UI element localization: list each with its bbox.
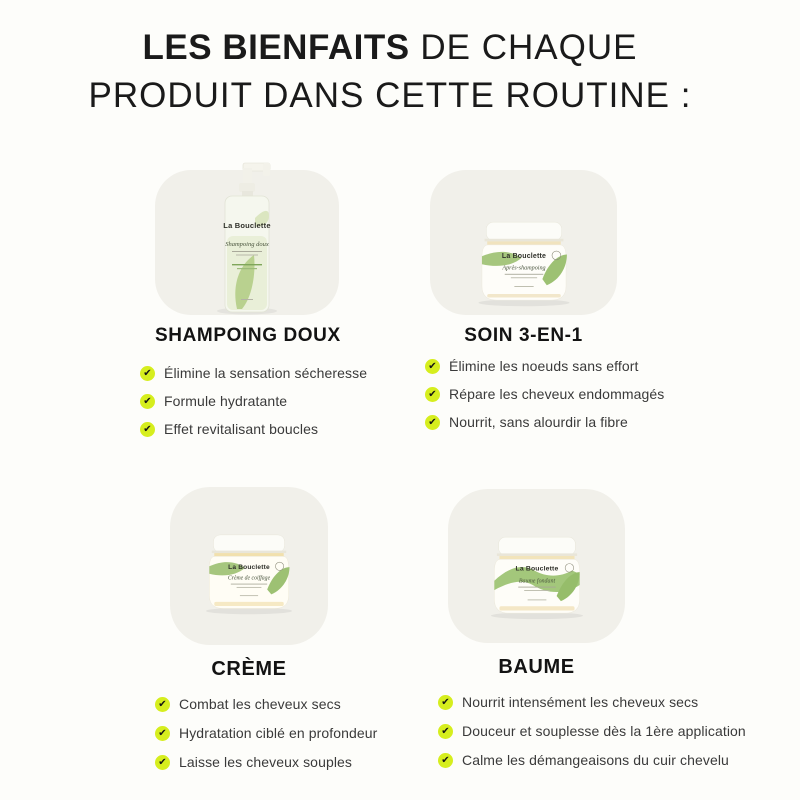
benefit-text: Douceur et souplesse dès la 1ère application	[462, 723, 746, 739]
product-title-shampoing-doux: SHAMPOING DOUX	[155, 325, 341, 346]
check-icon: ✔	[140, 394, 155, 409]
benefit-text: Laisse les cheveux souples	[179, 754, 353, 770]
benefit-text: Formule hydratante	[164, 393, 288, 409]
check-icon: ✔	[155, 697, 170, 712]
benefit-text: Élimine la sensation sécheresse	[164, 365, 368, 381]
benefit-list-shampoing-doux	[115, 365, 400, 437]
benefit-list-soin-3-en-1	[415, 358, 745, 430]
benefit-list-creme	[115, 696, 415, 770]
benefit-item	[155, 754, 415, 770]
benefit-text: Effet revitalisant boucles	[164, 421, 319, 437]
script-label-text: Après-shampoing	[501, 265, 546, 272]
check-icon: ✔	[155, 726, 170, 741]
shampoo-bottle-image	[197, 158, 297, 318]
product-section-soin-3-en-1	[415, 160, 745, 430]
benefit-text: Nourrit, sans alourdir la fibre	[449, 414, 628, 430]
check-icon: ✔	[425, 359, 440, 374]
jar-lid	[213, 535, 284, 552]
benefit-item	[425, 358, 745, 374]
script-label-text: Crème de coiffage	[227, 575, 271, 582]
benefit-item	[140, 421, 400, 437]
product-title-creme: CRÈME	[211, 658, 287, 680]
brand-text: La Bouclette	[515, 565, 558, 573]
product-section-creme	[115, 478, 415, 770]
jar-lid	[486, 222, 561, 240]
benefit-item	[425, 414, 745, 430]
check-icon: ✔	[438, 753, 453, 768]
benefit-item	[425, 386, 745, 402]
page-title-emphasis: LES BIENFAITS	[142, 28, 410, 67]
benefit-item	[140, 365, 400, 381]
benefit-text: Nourrit intensément les cheveux secs	[462, 694, 699, 710]
benefit-item	[155, 696, 415, 712]
product-card-shampoing-doux	[155, 170, 339, 315]
benefit-list-baume	[425, 694, 780, 768]
jar-image-creme	[187, 529, 311, 616]
check-icon: ✔	[155, 755, 170, 770]
benefit-text: Élimine les noeuds sans effort	[449, 358, 639, 374]
script-label-text: Shampoing doux	[225, 241, 269, 248]
product-card-creme	[170, 487, 328, 645]
jar-image-soin	[458, 216, 590, 308]
jar-image-baume	[473, 531, 601, 621]
brand-text: La Bouclette	[223, 221, 271, 230]
product-section-baume	[425, 480, 780, 768]
product-section-shampoing-doux	[115, 160, 400, 437]
benefit-text: Combat les cheveux secs	[179, 696, 341, 712]
check-icon: ✔	[140, 422, 155, 437]
page-title-line-1-rest: DE CHAQUE	[409, 28, 638, 67]
benefit-item	[140, 393, 400, 409]
product-card-baume	[448, 489, 625, 643]
benefit-text: Répare les cheveux endommagés	[449, 386, 665, 402]
benefit-item	[438, 752, 780, 768]
brand-text: La Bouclette	[228, 563, 270, 571]
jar-lid	[498, 537, 575, 555]
benefit-text: Calme les démangeaisons du cuir chevelu	[462, 752, 729, 768]
check-icon: ✔	[425, 415, 440, 430]
benefit-item	[438, 694, 780, 710]
product-title-soin-3-en-1: SOIN 3-EN-1	[464, 325, 583, 346]
page-title-line-2: PRODUIT DANS CETTE ROUTINE :	[88, 76, 692, 115]
check-icon: ✔	[140, 366, 155, 381]
script-label-text: Baume fondant	[518, 578, 555, 585]
page-title	[60, 24, 720, 120]
product-title-baume: BAUME	[498, 656, 575, 678]
benefit-text: Hydratation ciblé en profondeur	[179, 725, 378, 741]
check-icon: ✔	[425, 387, 440, 402]
check-icon: ✔	[438, 695, 453, 710]
page-title-line-1	[60, 24, 720, 72]
benefit-item	[155, 725, 415, 741]
product-card-soin-3-en-1	[430, 170, 617, 315]
brand-text: La Bouclette	[501, 253, 546, 261]
check-icon: ✔	[438, 724, 453, 739]
benefit-item	[438, 723, 780, 739]
